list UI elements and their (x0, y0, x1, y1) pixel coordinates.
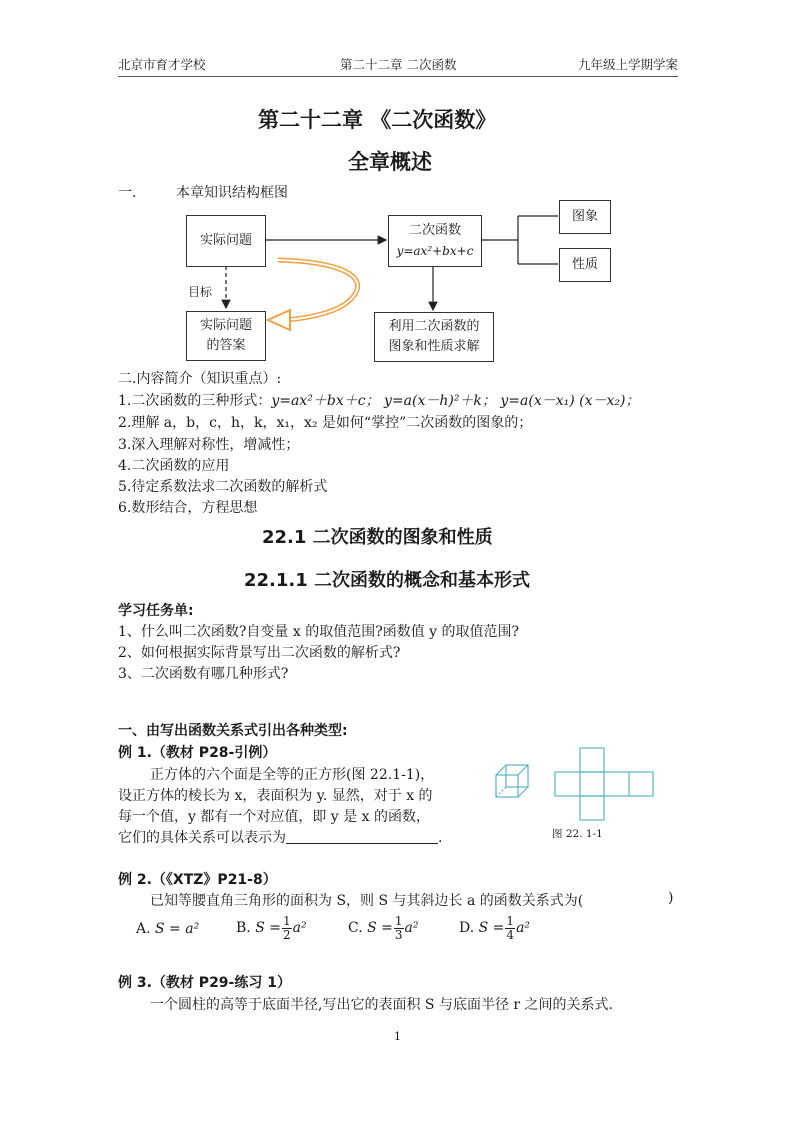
task-q2: 2、如何根据实际背景写出二次函数的解析式? (118, 645, 401, 661)
option-d-den: 4 (506, 927, 515, 942)
option-b-label: B. (236, 920, 251, 936)
option-b-fraction (282, 915, 292, 942)
option-d-num: 1 (506, 913, 515, 928)
box-solve-line2: 图象和性质求解 (388, 339, 480, 354)
example1-line4-text: 它们的具体关系可以表示为 (118, 830, 286, 846)
option-b-den: 2 (282, 927, 291, 942)
intro-item3: 3.深入理解对称性，增减性； (118, 437, 300, 453)
box-answer-line1: 实际问题 (199, 318, 252, 333)
section-22-1-1-title: 22.1.1 二次函数的概念和基本形式 (244, 570, 531, 591)
option-b-rhs: a² (292, 920, 307, 936)
header-chapter: 第二十二章 二次函数 (340, 57, 457, 72)
example2-title: 例 2.（《XTZ》P21-8） (118, 872, 277, 888)
task-q1: 1、什么叫二次函数?自变量 x 的取值范围?函数值 y 的取值范围? (118, 624, 520, 640)
task-q3: 3、二次函数有哪几种形式? (118, 666, 289, 682)
page-number: 1 (394, 1030, 401, 1043)
option-c-lhs: S = (367, 920, 393, 936)
overview-title: 全章概述 (348, 150, 432, 174)
example3-text: 一个圆柱的高等于底面半径,写出它的表面积 S 与底面半径 r 之间的关系式. (150, 997, 613, 1013)
example2-stem-end: ) (668, 890, 674, 906)
intro-item4: 4.二次函数的应用 (118, 458, 230, 474)
section1-num: 一. (118, 185, 137, 201)
example3-title: 例 3.（教材 P29-练习 1） (118, 975, 291, 991)
part1-heading: 一、由写出函数关系式引出各种类型: (118, 723, 348, 739)
box-practical-problem-label: 实际问题 (199, 233, 252, 248)
option-b[interactable] (236, 912, 307, 944)
section1-label: 本章知识结构框图 (176, 185, 288, 201)
box-image-label: 图象 (571, 209, 598, 224)
target-label: 目标 (188, 285, 213, 299)
option-a-formula: S = a² (155, 921, 200, 937)
section-22-1-title: 22.1 二次函数的图象和性质 (262, 527, 493, 548)
intro-item1-forms: y=ax²＋bx＋c； y=a(x－h)²＋k； y=a(x－x₁) (x－x₂)； (271, 393, 640, 409)
intro-item6: 6.数形结合，方程思想 (118, 500, 258, 516)
option-a[interactable] (136, 918, 199, 940)
option-c-rhs: a² (404, 920, 419, 936)
figure-caption: 图 22. 1-1 (552, 828, 603, 840)
option-c-num: 1 (394, 913, 403, 928)
intro-heading: 二.内容简介（知识重点）: (118, 371, 282, 387)
example1-line2: 设正方体的棱长为 x，表面积为 y. 显然，对于 x 的 (118, 788, 433, 804)
box-quadratic-line2: y=ax²+bx+c (396, 244, 474, 258)
option-d-fraction (505, 915, 515, 942)
intro-item2: 2.理解 a，b，c，h，k，x₁，x₂ 是如何“掌控”二次函数的图象的； (118, 415, 533, 431)
option-c-label: C. (348, 920, 363, 936)
option-c-fraction (394, 915, 404, 942)
box-quadratic-line1: 二次函数 (408, 223, 461, 238)
option-a-label: A. (136, 921, 151, 937)
option-b-num: 1 (282, 913, 291, 928)
box-solve-line1: 利用二次函数的 (388, 319, 480, 334)
option-c[interactable] (348, 912, 419, 944)
header-term: 九年级上学期学案 (578, 57, 679, 72)
box-property-label: 性质 (571, 257, 598, 272)
option-d[interactable] (459, 912, 530, 944)
intro-item5: 5.待定系数法求二次函数的解析式 (118, 479, 328, 495)
example2-stem: 已知等腰直角三角形的面积为 S，则 S 与其斜边长 a 的函数关系式为( (150, 893, 584, 909)
example1-title: 例 1.（教材 P28-引例） (118, 745, 277, 761)
header-school: 北京市育才学校 (118, 57, 206, 72)
option-d-label: D. (459, 920, 475, 936)
intro-item1-prefix: 1.二次函数的三种形式： (118, 393, 272, 409)
option-c-den: 3 (394, 927, 403, 942)
example1-line3: 每一个值，y 都有一个对应值，即 y 是 x 的函数， (118, 809, 430, 825)
option-d-rhs: a² (516, 920, 531, 936)
option-b-lhs: S = (255, 920, 281, 936)
tasks-heading: 学习任务单: (118, 603, 194, 619)
chapter-title: 第二十二章 《二次函数》 (258, 108, 497, 132)
example1-line1: 正方体的六个面是全等的正方形(图 22.1-1)， (150, 767, 435, 783)
option-d-lhs: S = (478, 920, 505, 936)
box-answer-line2: 的答案 (206, 338, 246, 353)
example1-line4-end: . (438, 830, 443, 846)
